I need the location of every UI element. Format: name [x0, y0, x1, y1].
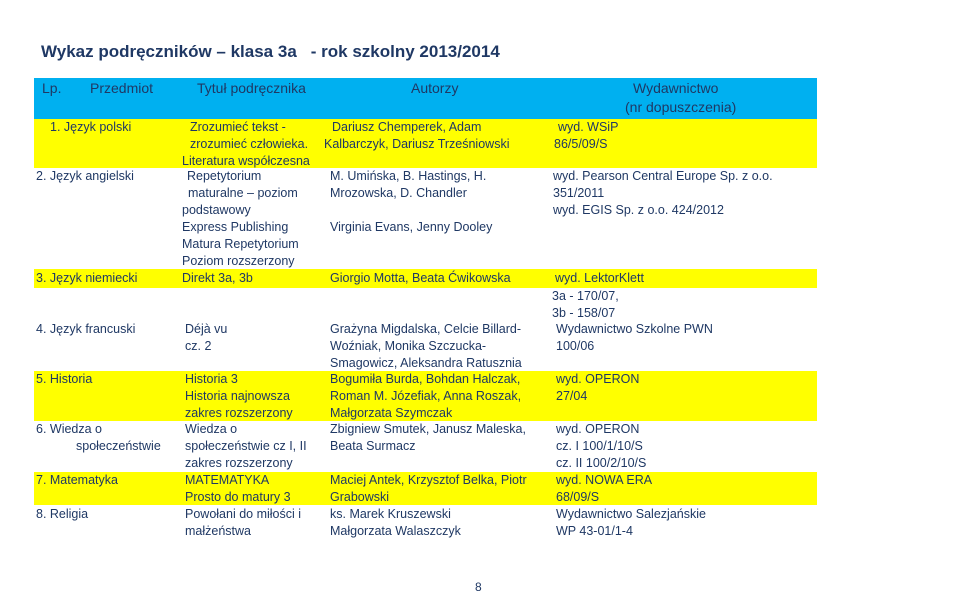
- row8-publisher: Wydawnictwo Salezjańskie WP 43-01/1-4: [556, 507, 706, 538]
- row8-authors: ks. Marek Kruszewski Małgorzata Walaszczyk: [330, 507, 461, 538]
- table-row: [34, 119, 817, 168]
- row3-publisher-name: wyd. LektorKlett: [555, 271, 644, 285]
- page-number: 8: [475, 580, 482, 594]
- row7-authors: Maciej Antek, Krzysztof Belka, Piotr Grabowski: [330, 473, 527, 504]
- row2-publisher: wyd. Pearson Central Europe Sp. z o.o. 351/2011 wyd. EGIS Sp. z o.o. 424/2012: [553, 169, 773, 217]
- row3-title: Direkt 3a, 3b: [182, 271, 253, 285]
- table-header: [34, 78, 817, 119]
- title-class: 3a: [277, 42, 297, 61]
- row1-subject: 1. Język polski: [50, 120, 132, 134]
- title-year: - rok szkolny 2013/2014: [310, 42, 500, 61]
- table-row: [34, 269, 817, 288]
- row3-authors: Giorgio Motta, Beata Ćwikowska: [330, 271, 511, 285]
- row6-publisher: wyd. OPERON cz. I 100/1/10/S cz. II 100/2/10/S: [556, 422, 647, 470]
- table-row: [34, 371, 817, 421]
- header-authors: Autorzy: [411, 80, 459, 96]
- row3-subject: 3. Język niemiecki: [36, 271, 138, 285]
- table-row: [34, 168, 817, 269]
- row2-subject: 2. Język angielski: [36, 169, 134, 183]
- row4-authors: Grażyna Migdalska, Celcie Billard- Woźniak, Monika Szczucka- Smagowicz, Aleksandra Ratusznia: [330, 322, 522, 370]
- row6-subject: 6. Wiedza o społeczeństwie: [36, 422, 161, 453]
- row7-title: MATEMATYKA Prosto do matury 3: [185, 473, 291, 504]
- table-row: [34, 472, 817, 505]
- row8-subject: 8. Religia: [36, 507, 89, 521]
- row5-authors: Bogumiła Burda, Bohdan Halczak, Roman M. Józefiak, Anna Roszak, Małgorzata Szymczak: [330, 372, 522, 420]
- header-publisher-note: (nr dopuszczenia): [625, 99, 737, 115]
- row4-subject: 4. Język francuski: [36, 322, 136, 336]
- row6-title: Wiedza o społeczeństwie cz I, II zakres rozszerzony: [185, 422, 307, 470]
- row7-subject: 7. Matematyka: [36, 473, 118, 487]
- row6-authors: Zbigniew Smutek, Janusz Maleska, Beata Surmacz: [330, 422, 526, 453]
- row4-publisher: Wydawnictwo Szkolne PWN 100/06: [556, 322, 713, 353]
- row2-title: Repetytorium maturalne – poziom podstawowy Express Publishing Matura Repetytorium Poziom rozszerzony: [182, 169, 299, 268]
- row1-authors: Dariusz Chemperek, Adam Kalbarczyk, Dariusz Trześniowski: [324, 120, 510, 151]
- row5-publisher: wyd. OPERON 27/04: [556, 372, 640, 403]
- header-publisher: Wydawnictwo: [633, 80, 719, 96]
- row5-title: Historia 3 Historia najnowsza zakres rozszerzony: [185, 372, 293, 420]
- header-subject: Przedmiot: [90, 80, 154, 96]
- row1-title: Zrozumieć tekst - zrozumieć człowieka. Literatura współczesna: [182, 120, 310, 168]
- row5-subject: 5. Historia: [36, 372, 93, 386]
- row3-publisher-codes: 3a - 170/07, 3b - 158/07: [552, 289, 619, 320]
- header-lp: Lp.: [42, 80, 62, 96]
- row8-title: Powołani do miłości i małżeństwa: [185, 507, 302, 538]
- header-title: Tytuł podręcznika: [197, 80, 306, 96]
- row7-publisher: wyd. NOWA ERA 68/09/S: [556, 473, 653, 504]
- title-text: Wykaz podręczników – klasa: [41, 42, 274, 61]
- row4-title: Déjà vu cz. 2: [185, 322, 228, 353]
- row1-publisher: wyd. WSiP 86/5/09/S: [554, 120, 619, 151]
- row2-authors: M. Umińska, B. Hastings, H. Mrozowska, D. Chandler Virginia Evans, Jenny Dooley: [330, 169, 493, 234]
- page-title: [41, 42, 500, 62]
